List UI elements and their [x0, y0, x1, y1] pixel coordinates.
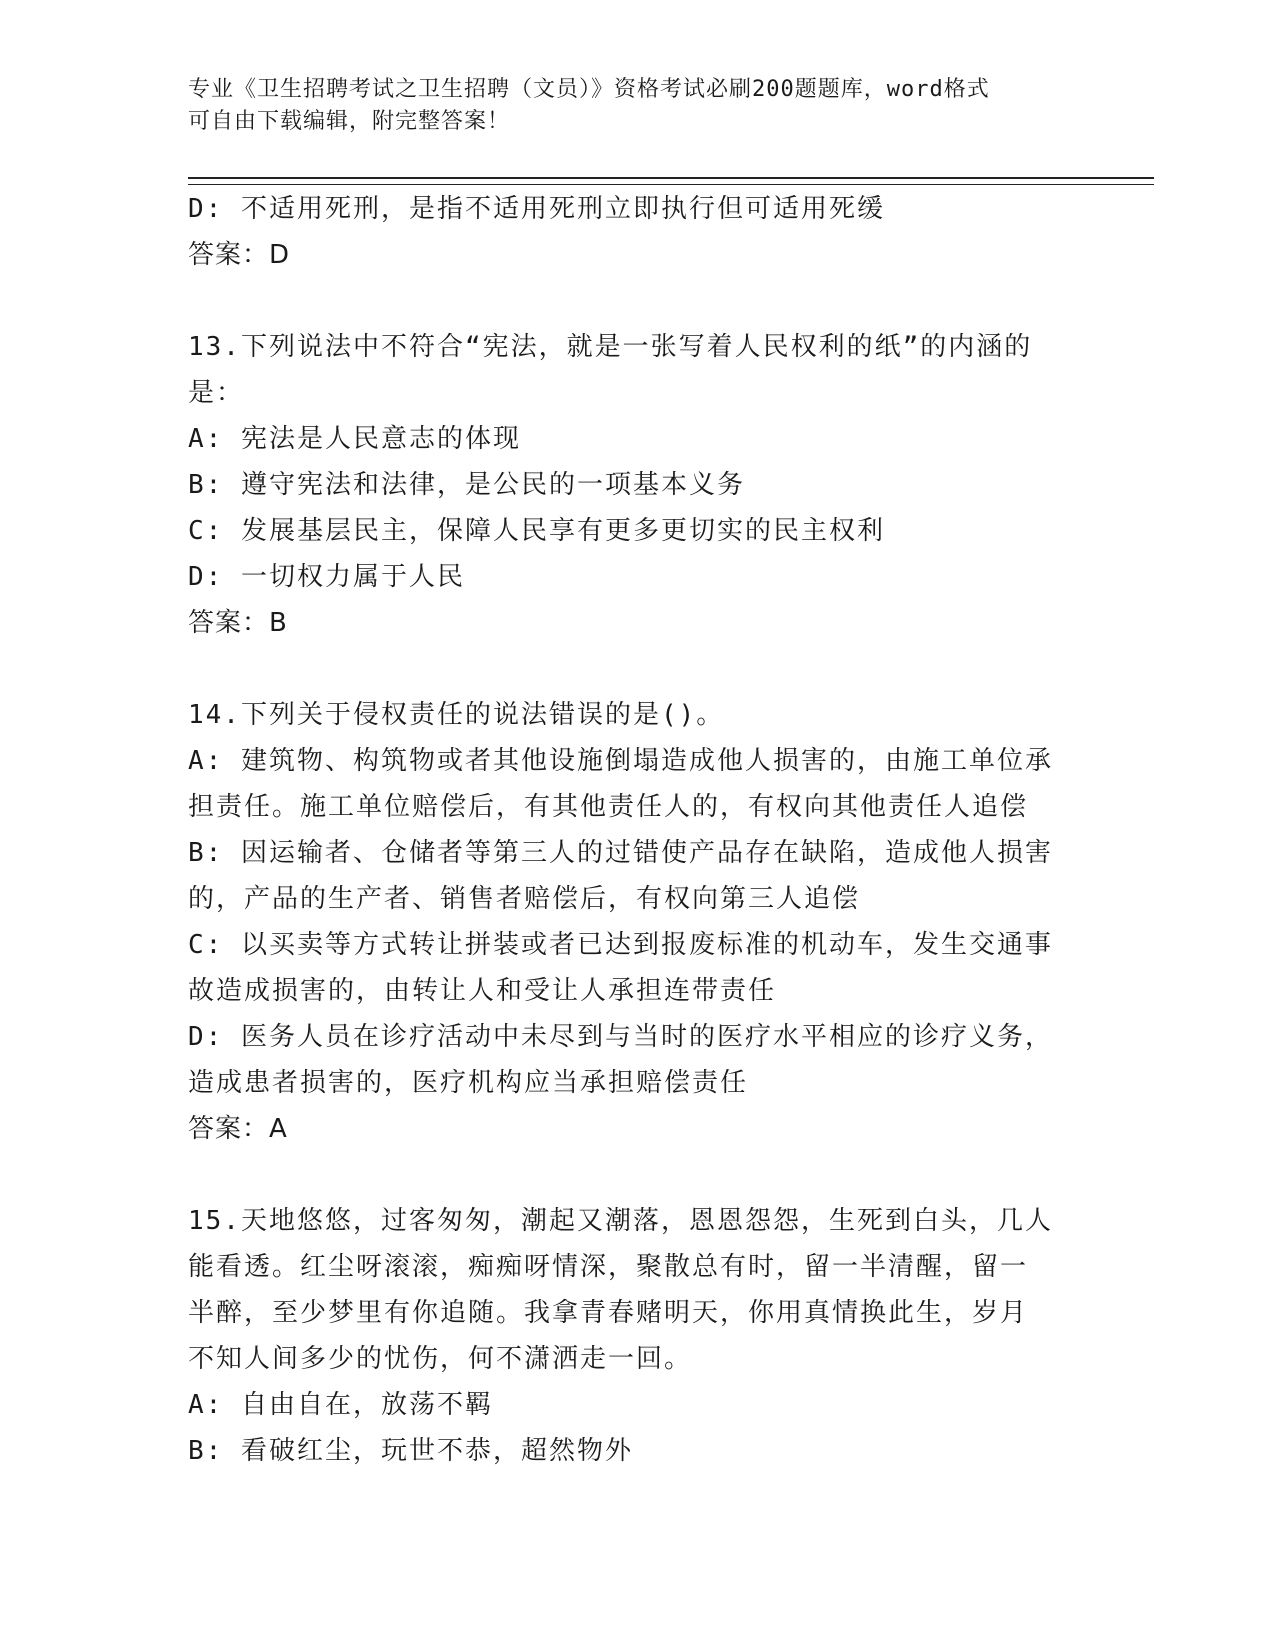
- question-stem: 半醉，至少梦里有你追随。我拿青春赌明天，你用真情换此生，岁月: [188, 1298, 1029, 1328]
- question-stem: 13.下列说法中不符合“宪法，就是一张写着人民权利的纸”的内涵的: [188, 332, 1033, 362]
- question-13: [188, 324, 1068, 646]
- document-body: [188, 186, 1068, 1474]
- page-header: [188, 74, 1068, 138]
- question-stem: 14.下列关于侵权责任的说法错误的是()。: [188, 700, 725, 730]
- question-stem: 能看透。红尘呀滚滚，痴痴呀情深，聚散总有时，留一半清醒，留一: [188, 1252, 1029, 1282]
- answer: 答案：D: [188, 240, 291, 270]
- option-b: B: 看破红尘，玩世不恭，超然物外: [188, 1436, 633, 1466]
- question-stem: 15.天地悠悠，过客匆匆，潮起又潮落，恩恩怨怨，生死到白头，几人: [188, 1206, 1053, 1236]
- option-d: D: 一切权力属于人民: [188, 562, 465, 592]
- option-b-continued: 的，产品的生产者、销售者赔偿后，有权向第三人追偿: [188, 884, 861, 914]
- question-14: [188, 692, 1068, 1152]
- option-a: A: 建筑物、构筑物或者其他设施倒塌造成他人损害的，由施工单位承: [188, 746, 1053, 776]
- option-a-continued: 担责任。施工单位赔偿后，有其他责任人的，有权向其他责任人追偿: [188, 792, 1029, 822]
- header-title-line-1: 专业《卫生招聘考试之卫生招聘（文员）》资格考试必刷200题题库，word格式: [188, 77, 990, 102]
- option-b: B: 遵守宪法和法律，是公民的一项基本义务: [188, 470, 745, 500]
- option-c-continued: 故造成损害的，由转让人和受让人承担连带责任: [188, 976, 777, 1006]
- header-divider: [188, 177, 1154, 185]
- option-d: D: 医务人员在诊疗活动中未尽到与当时的医疗水平相应的诊疗义务，: [188, 1022, 1053, 1052]
- option-c: C: 以买卖等方式转让拼装或者已达到报废标准的机动车，发生交通事: [188, 930, 1053, 960]
- option-d: D: 不适用死刑，是指不适用死刑立即执行但可适用死缓: [188, 194, 885, 224]
- option-a: A: 自由自在，放荡不羁: [188, 1390, 493, 1420]
- question-stem: 是：: [188, 378, 245, 408]
- answer: 答案：A: [188, 1114, 288, 1144]
- option-a: A: 宪法是人民意志的体现: [188, 424, 521, 454]
- option-d-continued: 造成患者损害的，医疗机构应当承担赔偿责任: [188, 1068, 749, 1098]
- option-c: C: 发展基层民主，保障人民享有更多更切实的民主权利: [188, 516, 885, 546]
- header-title-line-2: 可自由下载编辑，附完整答案！: [188, 109, 511, 134]
- question-stem: 不知人间多少的忧伤，何不潇洒走一回。: [188, 1344, 693, 1374]
- answer: 答案：B: [188, 608, 288, 638]
- option-b: B: 因运输者、仓储者等第三人的过错使产品存在缺陷，造成他人损害: [188, 838, 1053, 868]
- question-15: [188, 1198, 1068, 1474]
